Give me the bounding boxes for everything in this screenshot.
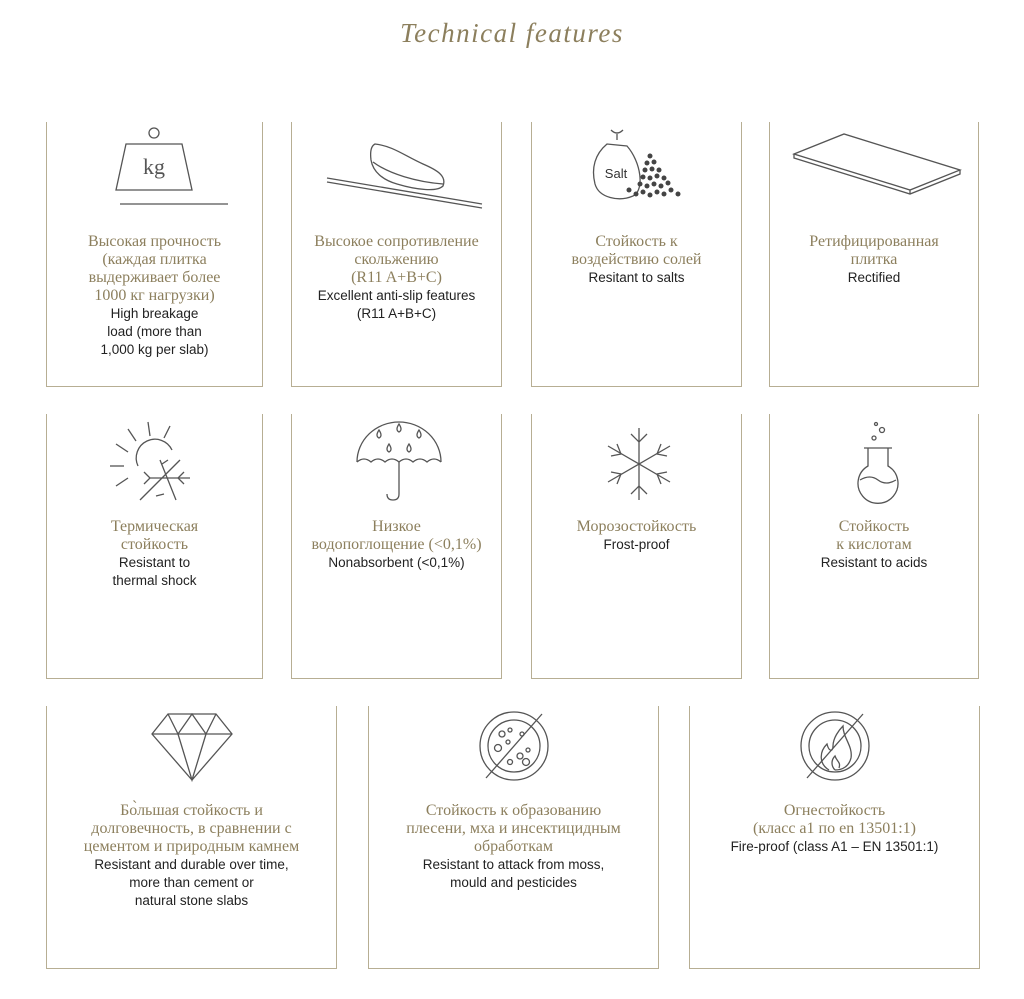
feature-card-acid-resistant (769, 414, 979, 679)
feature-desc-en: Resistant to acids (820, 555, 928, 570)
feature-title-ru: Термическая стойкость (110, 518, 199, 553)
feature-desc-en: Resistant and durable over time, more than cement or natural stone slabs (94, 857, 289, 908)
acid-flask-icon (770, 414, 978, 524)
no-fire-icon (690, 706, 979, 816)
feature-card-rectified (769, 122, 979, 387)
feature-title-ru: Ретифицированная плитка (809, 233, 939, 268)
feature-desc-en: Resistant to thermal shock (112, 555, 197, 588)
feature-title-ru: Морозостойкость (576, 518, 697, 535)
snowflake-icon (532, 414, 741, 524)
feature-desc-en: Resistant to attack from moss, mould and pesticides (422, 857, 605, 890)
feature-title-ru: Стойкость к кислотам (836, 518, 912, 553)
feature-desc-en: Rectified (847, 270, 901, 285)
feature-title-ru: Бо̀льшая стойкость и долговечность, в сравнении с цементом и природным камнем (83, 802, 300, 855)
feature-desc-en: High breakage load (more than 1,000 kg per slab) (100, 306, 209, 357)
feature-desc-en: Fire-proof (class A1 – EN 13501:1) (730, 839, 939, 854)
shoe-slope-icon (292, 122, 501, 232)
feature-card-salt-resistant (531, 122, 742, 387)
diamond-icon (47, 706, 336, 816)
feature-desc-en: Frost-proof (603, 537, 670, 552)
feature-title-ru: Высокая прочность (каждая плитка выдерживает более 1000 кг нагрузки) (87, 233, 222, 304)
svg-text:kg: kg (142, 154, 165, 179)
svg-text:Salt: Salt (604, 166, 627, 181)
sun-snowflake-icon (47, 414, 262, 524)
feature-card-thermal-shock (46, 414, 263, 679)
feature-card-high-strength (46, 122, 263, 387)
no-mould-icon (369, 706, 658, 816)
feature-card-durability (46, 706, 337, 969)
feature-title-ru: Низкое водопоглощение (<0,1%) (311, 518, 482, 553)
page-title: Technical features (400, 18, 624, 48)
feature-desc-en: Nonabsorbent (<0,1%) (328, 555, 465, 570)
feature-card-low-absorption (291, 414, 502, 679)
weight-kg-icon (47, 122, 262, 232)
flat-slab-icon (770, 122, 978, 232)
feature-title-ru: Огнестойкость (класс а1 по en 13501:1) (753, 802, 916, 837)
salt-bag-icon (532, 122, 741, 232)
feature-card-mould-resistant (368, 706, 659, 969)
feature-card-fire-proof (689, 706, 980, 969)
feature-card-frost-proof (531, 414, 742, 679)
umbrella-rain-icon (292, 414, 501, 524)
feature-card-anti-slip (291, 122, 502, 387)
feature-title-ru: Высокое сопротивление скольжению (R11 A+B+C) (314, 233, 479, 286)
feature-title-ru: Стойкость к образованию плесени, мха и инсектицидным обработкам (406, 802, 621, 855)
feature-desc-en: Excellent anti-slip features (R11 A+B+C) (317, 288, 476, 321)
feature-desc-en: Resitant to salts (588, 270, 685, 285)
feature-title-ru: Стойкость к воздействию солей (571, 233, 702, 268)
